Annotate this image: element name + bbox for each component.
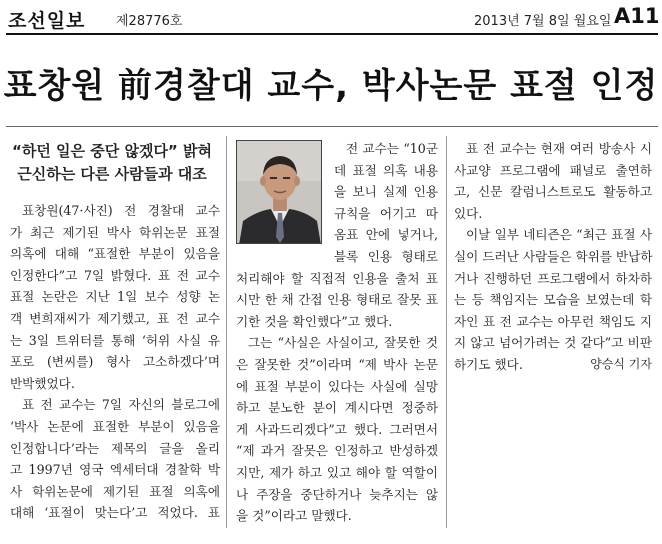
article-headline: 표창원 前경찰대 교수, 박사논문 표절 인정 [3,66,659,106]
text-line: 의혹에 대해 “표절한 부분이 있음을 [10,246,220,262]
text-line: 객 변희재씨가 제기했고, 표 전 교수 [10,310,220,326]
issue-number: 제28776호 [116,14,183,29]
text-line [454,354,652,376]
publication-date: 2013년 7월 8일 월요일 [474,14,612,29]
text-line: 표창원(47·사진) 전 경찰대 교수 [22,203,220,218]
text-line: 거나 진행하던 프로그램에서 하차하 [454,270,652,286]
text-line: 그는 “사실은 사실이고, 잘못한 것 [248,335,438,351]
article-column-2 [236,138,438,527]
text-line: 있다. [454,205,483,221]
text-line: 실이 드러난 사람들은 학위를 반납하 [454,248,653,264]
paragraph [236,138,438,332]
text-line: 인정한다”고 7일 밝혔다. 표 전 교수 [10,267,220,283]
article-column-1 [10,200,220,524]
text-line: 이날 일부 네티즌은 “최근 표절 사 [466,227,652,243]
text-line: 고, 신문 칼럼니스트로도 활동하고 [454,184,652,200]
paragraph [10,394,220,524]
text-line: 사 학위논문에 제기된 표절 의혹에 [10,483,220,499]
text-line: 고 1997년 영국 엑세터대 경찰학 박 [10,462,220,478]
text-line: 는 3일 트위터를 통해 ‘허위 사실 유 [10,332,220,348]
paragraph [454,224,652,375]
text-line: 반박했었다. [10,375,75,391]
text-line: 나 주장을 중단하거나 늦추지는 않 [236,486,438,502]
text-line: 게 사과드리겠다”고 했다. 그러면서 [236,421,438,437]
text-line: 규칙을 어기고 따 [334,205,438,221]
text-line: 전 교수는 “10군 [346,141,438,156]
text-fragment: 하기도 했다. [454,356,523,372]
text-line: 옴표 안에 넣거나, [334,227,438,243]
text-line: 시만 한 채 간접 인용 형태로 잘못 표 [236,292,438,308]
subhead-line: “하던 일은 중단 않겠다” 밝혀 [12,142,212,160]
text-line: 블록 인용 형태로 [334,248,438,264]
text-line: 자인 표 전 교수는 아무런 책임도 지 [454,313,652,329]
text-line: ‘박사 논문에 표절한 부분이 있음을 [10,418,220,434]
column-divider [226,136,227,528]
text-line: 은 잘못한 것”이라며 “제 박사 논문 [236,356,438,372]
masthead [0,0,662,34]
masthead-rule [6,33,658,35]
text-line: 을 보니 실제 인용 [334,184,438,200]
text-line: 표 전 교수는 7일 자신의 블로그에 [22,397,220,413]
paragraph [10,200,220,394]
text-line: 하고 분노한 분이 계시다면 정중하 [236,400,438,416]
paragraph [454,138,652,224]
page-number: A11 [614,4,660,28]
newspaper-name[interactable]: 조선일보 [8,10,86,32]
text-line: 지만, 제가 하고 있고 해야 할 역할이 [236,464,438,480]
article-column-3 [454,138,652,376]
text-line: 지 않고 넘어가려는 것 같다”고 비판 [454,335,652,351]
paragraph [236,332,438,526]
text-line: “제 과거 잘못은 인정하고 반성하겠 [236,443,438,459]
text-line: 처리해야 할 직접적 인용을 출처 표 [236,270,438,286]
subhead-line: 근신하는 다른 사람들과 대조 [17,165,207,183]
text-line: 기한 것을 확인했다”고 했다. [236,313,393,329]
column-divider [446,136,447,528]
text-line: 데 표절 의혹 내용 [334,162,438,178]
text-line: 대해 ‘표절이 맞는다’고 적었다. 표 [10,505,220,521]
text-line: 는 등 책임지는 모습을 보였는데 학 [454,292,652,308]
text-line: 을 것”이라고 말했다. [236,508,352,524]
text-line: 표 전 교수는 현재 여러 방송사 시 [466,141,652,156]
text-line: 에 표절 부분이 있다는 사실에 실망 [236,378,438,394]
text-line: 인정합니다’라는 제목의 글을 올리 [10,440,220,456]
text-line: 포로 (변씨를) 형사 고소하겠다’며 [10,354,220,370]
text-line: 가 최근 제기된 박사 학위논문 표절 [10,224,220,240]
text-line: 사교양 프로그램에 패널로 출연하 [454,162,652,178]
headline-rule [6,126,658,127]
text-line: 표절 논란은 지난 1일 보수 성향 논 [10,289,220,305]
byline[interactable]: 양승식 기자 [590,356,652,371]
article-subhead [6,140,218,186]
